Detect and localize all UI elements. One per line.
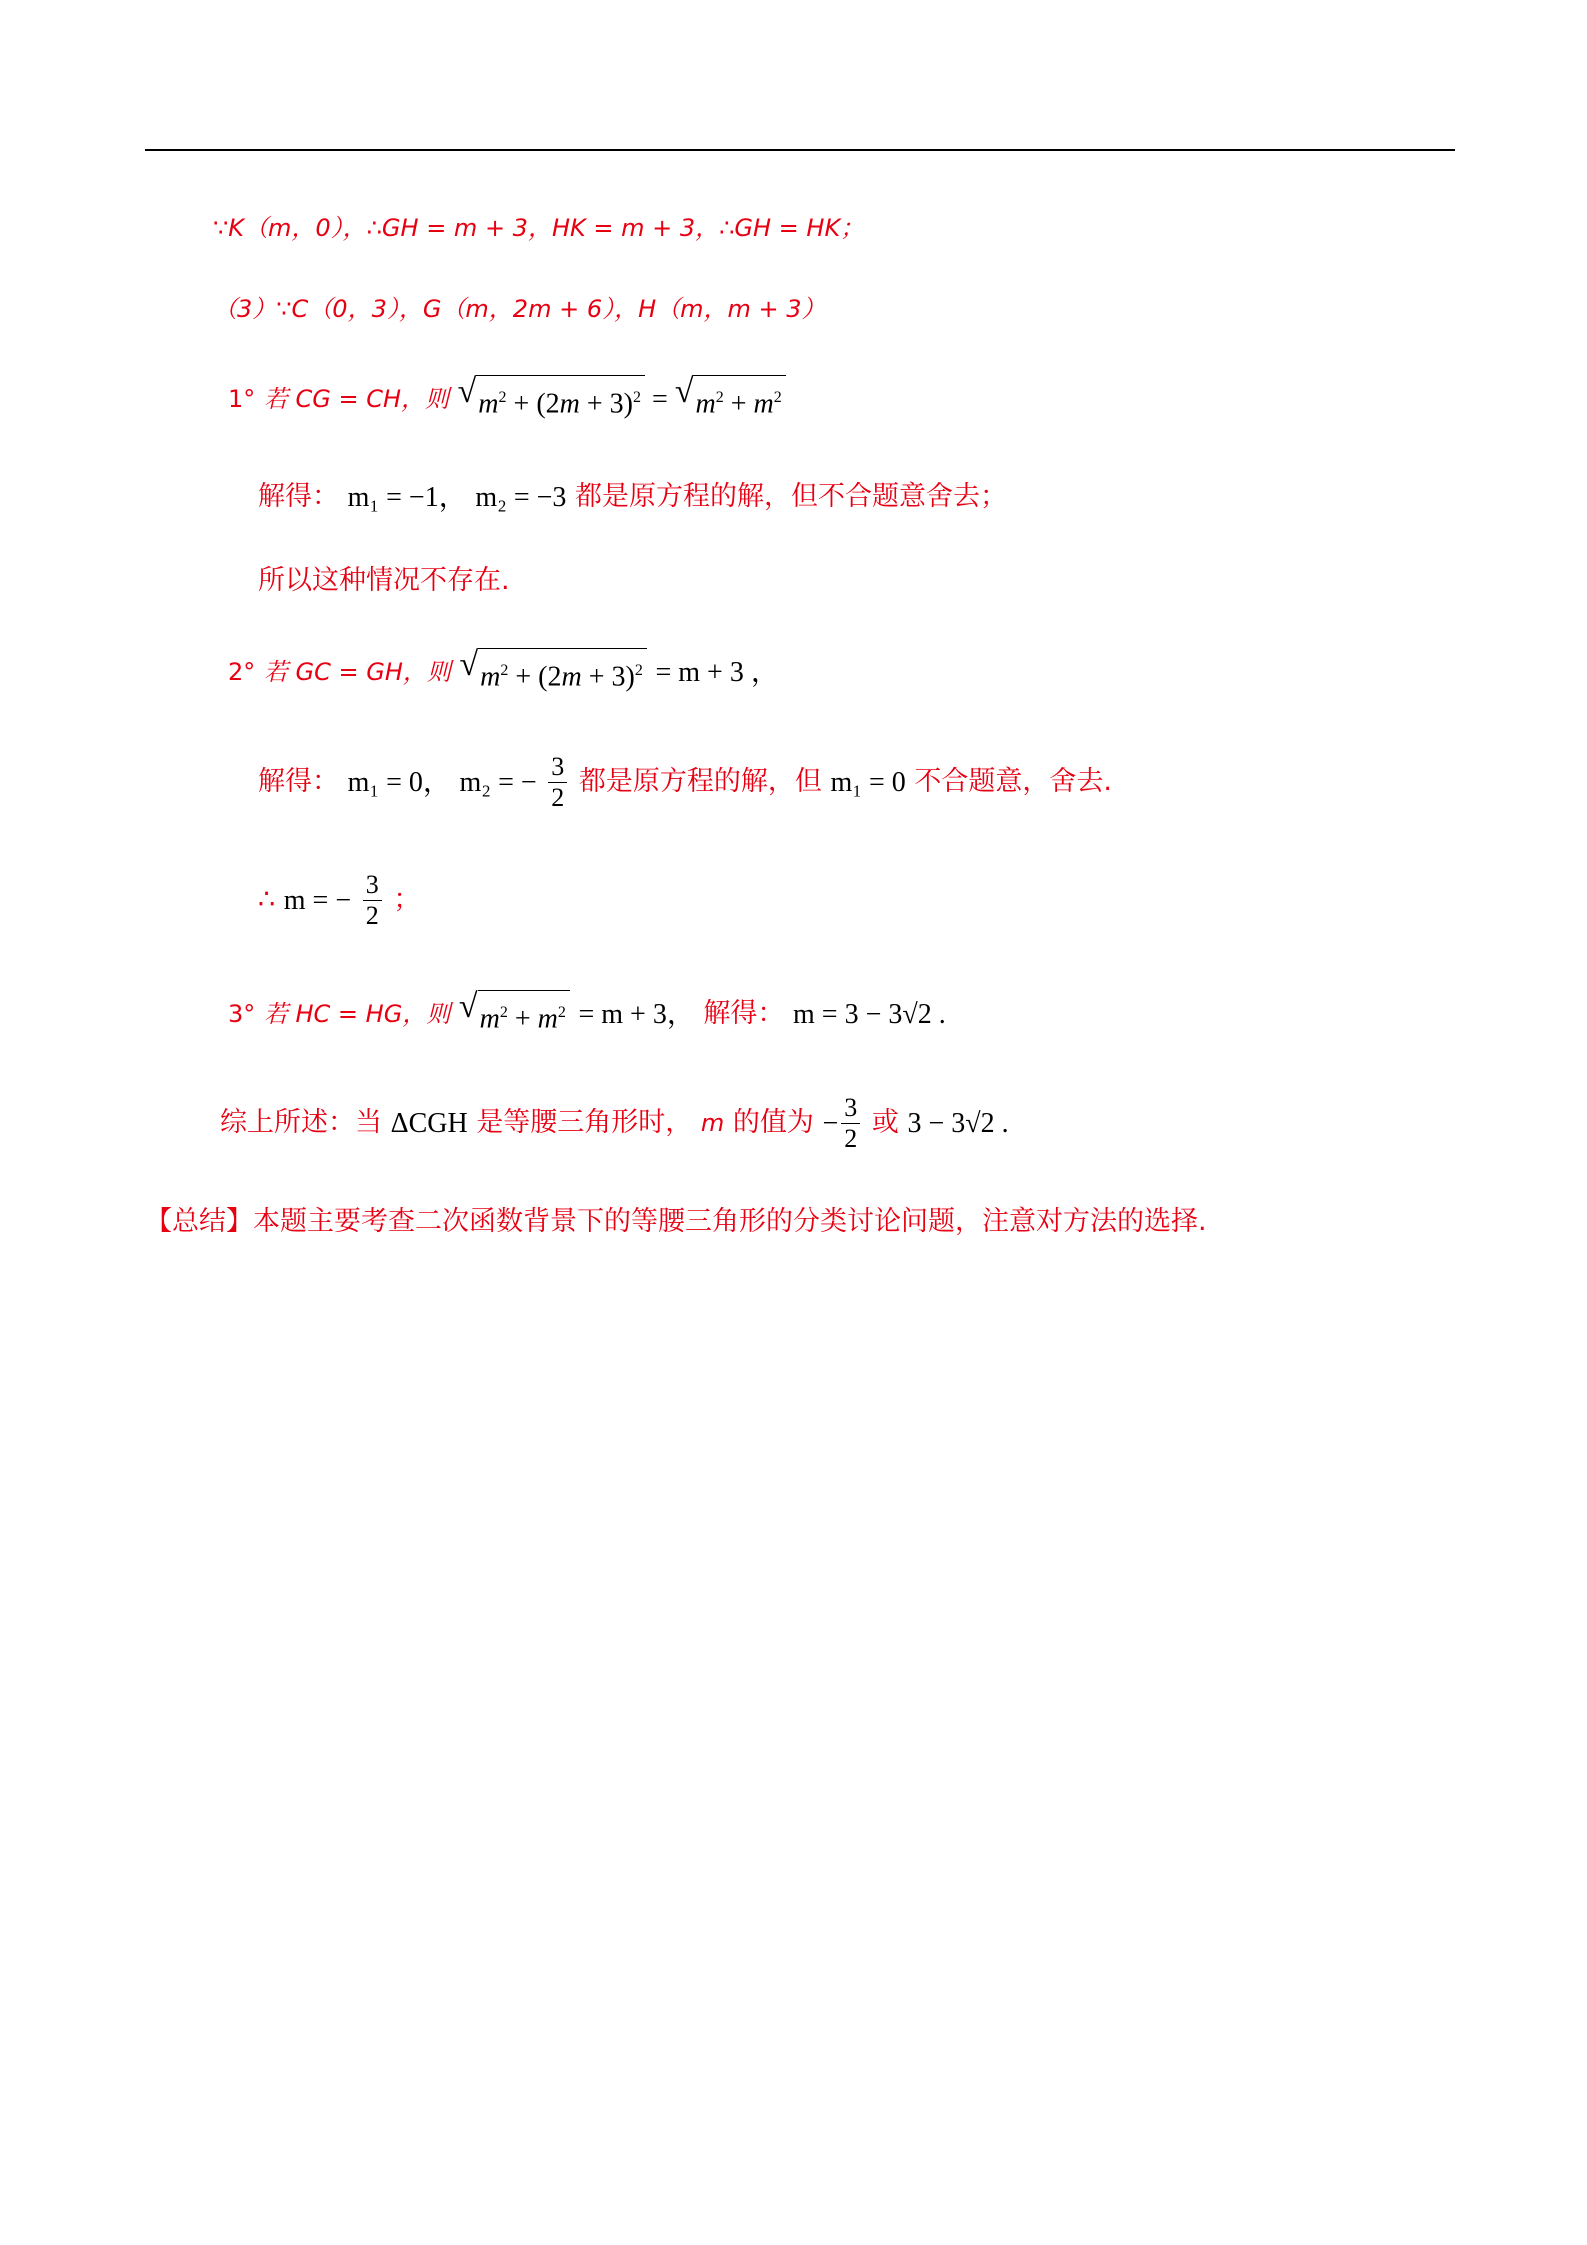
case-3-equation: √ $m^2 + m^2$ — [459, 990, 570, 1039]
summary-text: 本题主要考查二次函数背景下的等腰三角形的分类讨论问题，注意对方法的选择. — [253, 1206, 1207, 1237]
case-2-equation: √ $m^2 + (2m + 3)^2$ — [459, 648, 646, 697]
case-2-solution: 解得： m₁ = 0， m₂ = − $\frac{3}{2}$ 都是原方程的解，但 m₁ = 0 不合题意，舍去. — [258, 752, 1112, 812]
fraction-three-halves: $\frac{3}{2}$ — [363, 870, 382, 931]
case-1-conclusion: 所以这种情况不存在. — [258, 565, 510, 596]
summary — [145, 1202, 1207, 1242]
fraction-three-halves: $\frac{3}{2}$ — [841, 1093, 860, 1154]
case-1-solution: 解得： m₁ = −1， m₂ = −3 都是原方程的解，但不合题意舍去； — [258, 481, 1008, 513]
case-1-equation: √ $m^2 + (2m + 3)^2$ = √ $m^2 + m^2$ — [458, 375, 786, 424]
line-part3-points: （3）∵C（0，3），G（m，2m + 6），H（m，m + 3） — [213, 295, 826, 323]
fraction-three-halves: $\frac{3}{2}$ — [548, 752, 567, 813]
line-gh-hk: ∵K（m，0），∴GH = m + 3，HK = m + 3，∴GH = HK； — [213, 214, 865, 242]
header-rule — [145, 149, 1455, 151]
case-2-line: 2° 若 GC = GH，则 √ $m^2 + (2m + 3)^2$ = m + 3 ， — [228, 648, 779, 697]
case-1-line: 1° 若 CG = CH，则 √ $m^2 + (2m + 3)^2$ = √ $m^2 + m^2$ — [228, 375, 786, 424]
overall-conclusion: 综上所述：当 ΔCGH 是等腰三角形时， m 的值为 − $\frac{3}{2}$ 或 3 − 3√2 . — [220, 1093, 1009, 1153]
summary-tag: 【总结】 — [145, 1206, 253, 1237]
case-2-result: ∴ m = − $\frac{3}{2}$ ； — [258, 870, 421, 930]
case-3-line: 3° 若 HC = HG，则 √ $m^2 + m^2$ = m + 3， 解得： m = 3 − 3√2 . — [228, 990, 946, 1039]
